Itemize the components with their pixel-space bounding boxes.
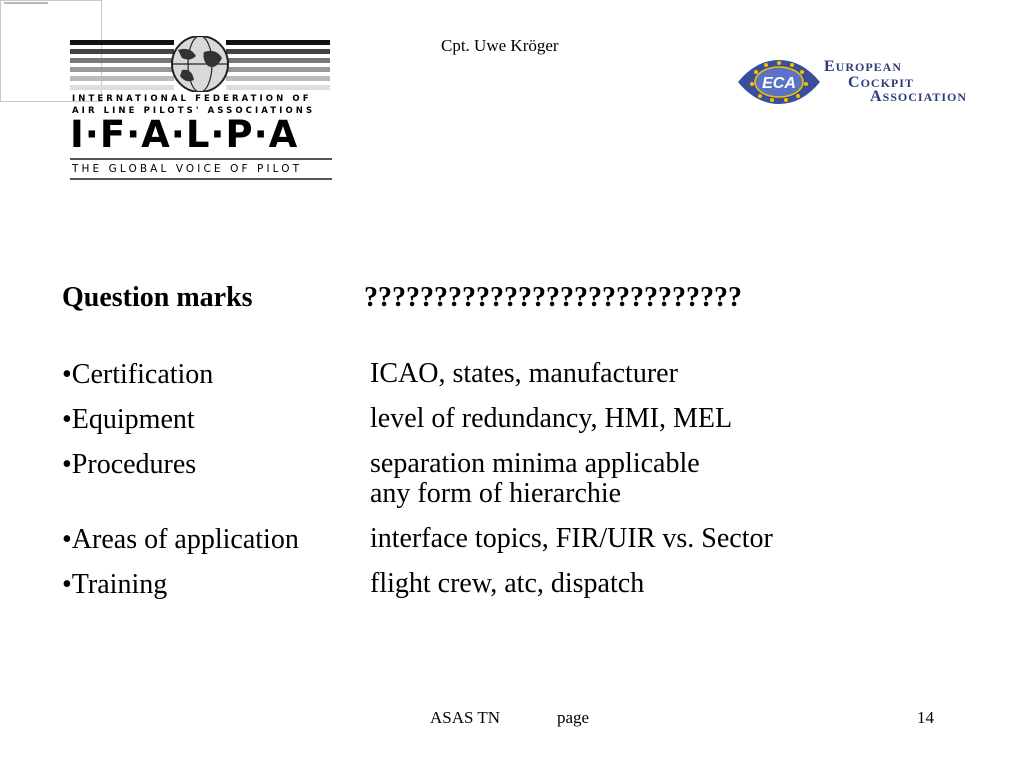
heading-title: Question marks	[62, 282, 253, 313]
ifalpa-line2: AIR LINE PILOTS' ASSOCIATIONS	[72, 106, 316, 116]
ifalpa-logo	[70, 36, 334, 182]
eca-word-association	[870, 88, 967, 106]
bullet-label: •Certification	[62, 359, 214, 390]
bullet-value: level of redundancy, HMI, MEL	[370, 403, 733, 434]
ifalpa-globe-wings-icon	[70, 36, 330, 92]
heading-question-marks: ???????????????????????????	[364, 282, 742, 313]
bullet-label: •Areas of application	[62, 524, 299, 555]
bullet-label: •Procedures	[62, 449, 197, 480]
bullet-value: ICAO, states, manufacturer	[370, 358, 678, 389]
bullet-value-continued: any form of hierarchie	[370, 478, 622, 509]
bullet-value: interface topics, FIR/UIR vs. Sector	[370, 523, 773, 554]
bullet-label: •Equipment	[62, 404, 195, 435]
eca-word2-rest: OCKPIT	[860, 76, 914, 90]
footer-page-number: 14	[917, 708, 934, 727]
thumbnail-caption	[4, 2, 48, 4]
bullet-label: •Training	[62, 569, 168, 600]
eca-emblem-text: ECA	[762, 75, 796, 92]
presenter-name: Cpt. Uwe Kröger	[441, 36, 559, 55]
eca-word3-cap: A	[870, 88, 883, 105]
bullet-value: flight crew, atc, dispatch	[370, 568, 645, 599]
slide-heading	[62, 282, 942, 322]
footer-page-label: page	[557, 708, 590, 727]
eca-word1-cap: E	[824, 58, 836, 75]
ifalpa-rule-top	[70, 158, 332, 160]
eca-word1-rest: UROPEAN	[835, 60, 903, 74]
slide-content	[62, 282, 942, 600]
ifalpa-tagline: THE GLOBAL VOICE OF PILOT	[72, 163, 303, 175]
ifalpa-rule-bottom	[70, 178, 332, 180]
ifalpa-line1: INTERNATIONAL FEDERATION OF	[72, 94, 312, 104]
ifalpa-acronym: I·F·A·L·P·A	[70, 113, 299, 156]
bullet-value: separation minima applicable	[370, 448, 700, 479]
eca-word2-cap: C	[848, 74, 861, 91]
footer-title: ASAS TN	[430, 708, 501, 727]
eca-logo	[736, 52, 976, 112]
eca-word3-rest: SSOCIATION	[882, 90, 968, 104]
eca-emblem-icon	[736, 52, 822, 112]
